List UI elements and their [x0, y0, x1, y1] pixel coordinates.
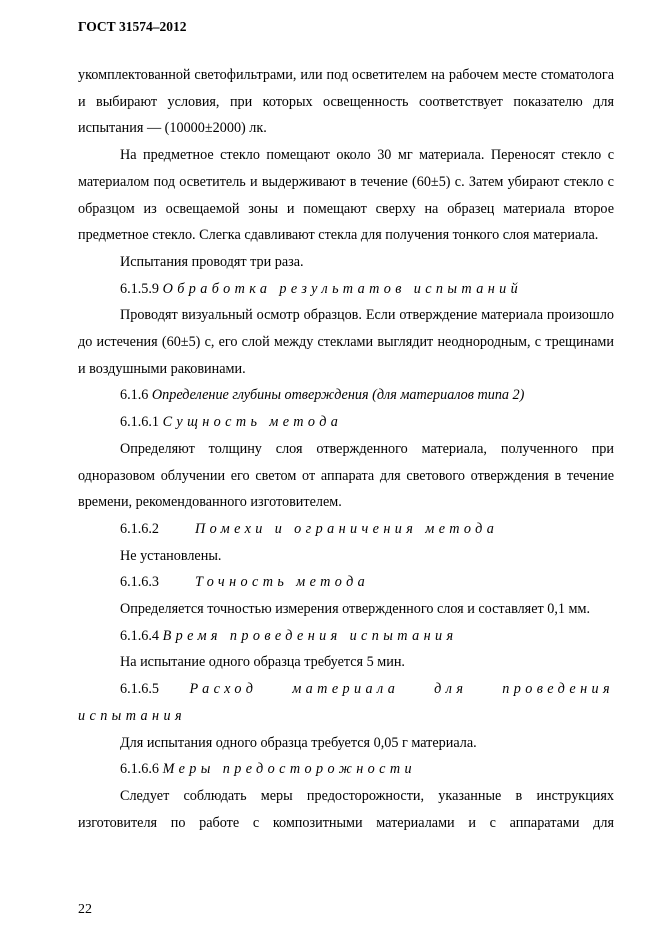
paragraph-not-established: Не установлены.	[120, 547, 222, 564]
section-number: 6.1.6.1	[120, 414, 160, 431]
section-6-1-6-6	[78, 756, 614, 783]
section-6-1-6	[78, 382, 614, 409]
page-body	[78, 62, 614, 836]
section-title: Сущность метода	[162, 414, 343, 431]
section-number: 6.1.6.6	[120, 761, 160, 778]
section-number: 6.1.5.9	[120, 280, 160, 297]
paragraph-test-time: На испытание одного образца требуется 5 мин.	[120, 654, 405, 671]
section-title: Обработка результатов испытаний	[162, 280, 523, 297]
document-header: ГОСТ 31574–2012	[78, 19, 187, 34]
section-6-1-6-3	[78, 569, 614, 596]
section-number: 6.1.6.3	[120, 574, 160, 591]
paragraph-material-usage: Для испытания одного образца требуется 0,05 г материала.	[120, 734, 477, 751]
section-title: Помехи и ограничения метода	[195, 520, 499, 537]
paragraph-safety: Следует соблюдать меры предосторожности, указанные в инструкциях изготовителя по работе с композитными материалами и с аппаратами для	[78, 787, 614, 831]
section-6-1-6-1	[78, 409, 614, 436]
paragraph-accuracy: Определяется точностью измерения отвержденного слоя и составляет 0,1 мм.	[120, 601, 591, 618]
page-number: 22	[78, 902, 92, 917]
section-6-1-6-2	[78, 516, 614, 543]
paragraph-visual-inspection: Проводят визуальный осмотр образцов. Если отверждение материала произошло до истечения (60±5) с, его слой между стеклами выглядит неоднородным, с трещинами и воздушными раковинами.	[78, 307, 614, 377]
section-number: 6.1.6	[120, 387, 149, 404]
section-number: 6.1.6.5	[120, 681, 160, 698]
paragraph-sample-prep: На предметное стекло помещают около 30 мг материала. Переносят стекло с материалом под осветитель и выдерживают в течение (60±5) с. Затем убирают стекло с образцом из освещаемой зоны и помещают сверху на образец материала второе предметное стекло. Слегка сдавливают стекла для получения тонкого слоя материала.	[78, 147, 614, 244]
section-6-1-6-4	[78, 623, 614, 650]
paragraph-repeat: Испытания проводят три раза.	[120, 253, 304, 270]
section-title: Время проведения испытания	[162, 627, 458, 644]
section-6-1-5-9	[78, 276, 614, 303]
section-title: Меры предосторожности	[162, 761, 416, 778]
paragraph-continuation: укомплектованной светофильтрами, или под осветителем на рабочем месте стоматолога и выбирают условия, при которых освещенность соответствует показателю для испытания — (10000±2000) лк.	[78, 67, 614, 137]
section-6-1-6-5	[78, 676, 614, 729]
section-title: Точность метода	[195, 574, 370, 591]
section-number: 6.1.6.2	[120, 520, 160, 537]
paragraph-method-essence: Определяют толщину слоя отвержденного материала, полученного при одноразовом облучении его светом от аппарата для светового отверждения в течение времени, рекомендованного изготовителем.	[78, 440, 614, 511]
section-title: Определение глубины отверждения (для материалов типа 2)	[151, 387, 525, 404]
section-title: Расход материала для проведения испытания	[78, 681, 615, 724]
section-number: 6.1.6.4	[120, 627, 160, 644]
